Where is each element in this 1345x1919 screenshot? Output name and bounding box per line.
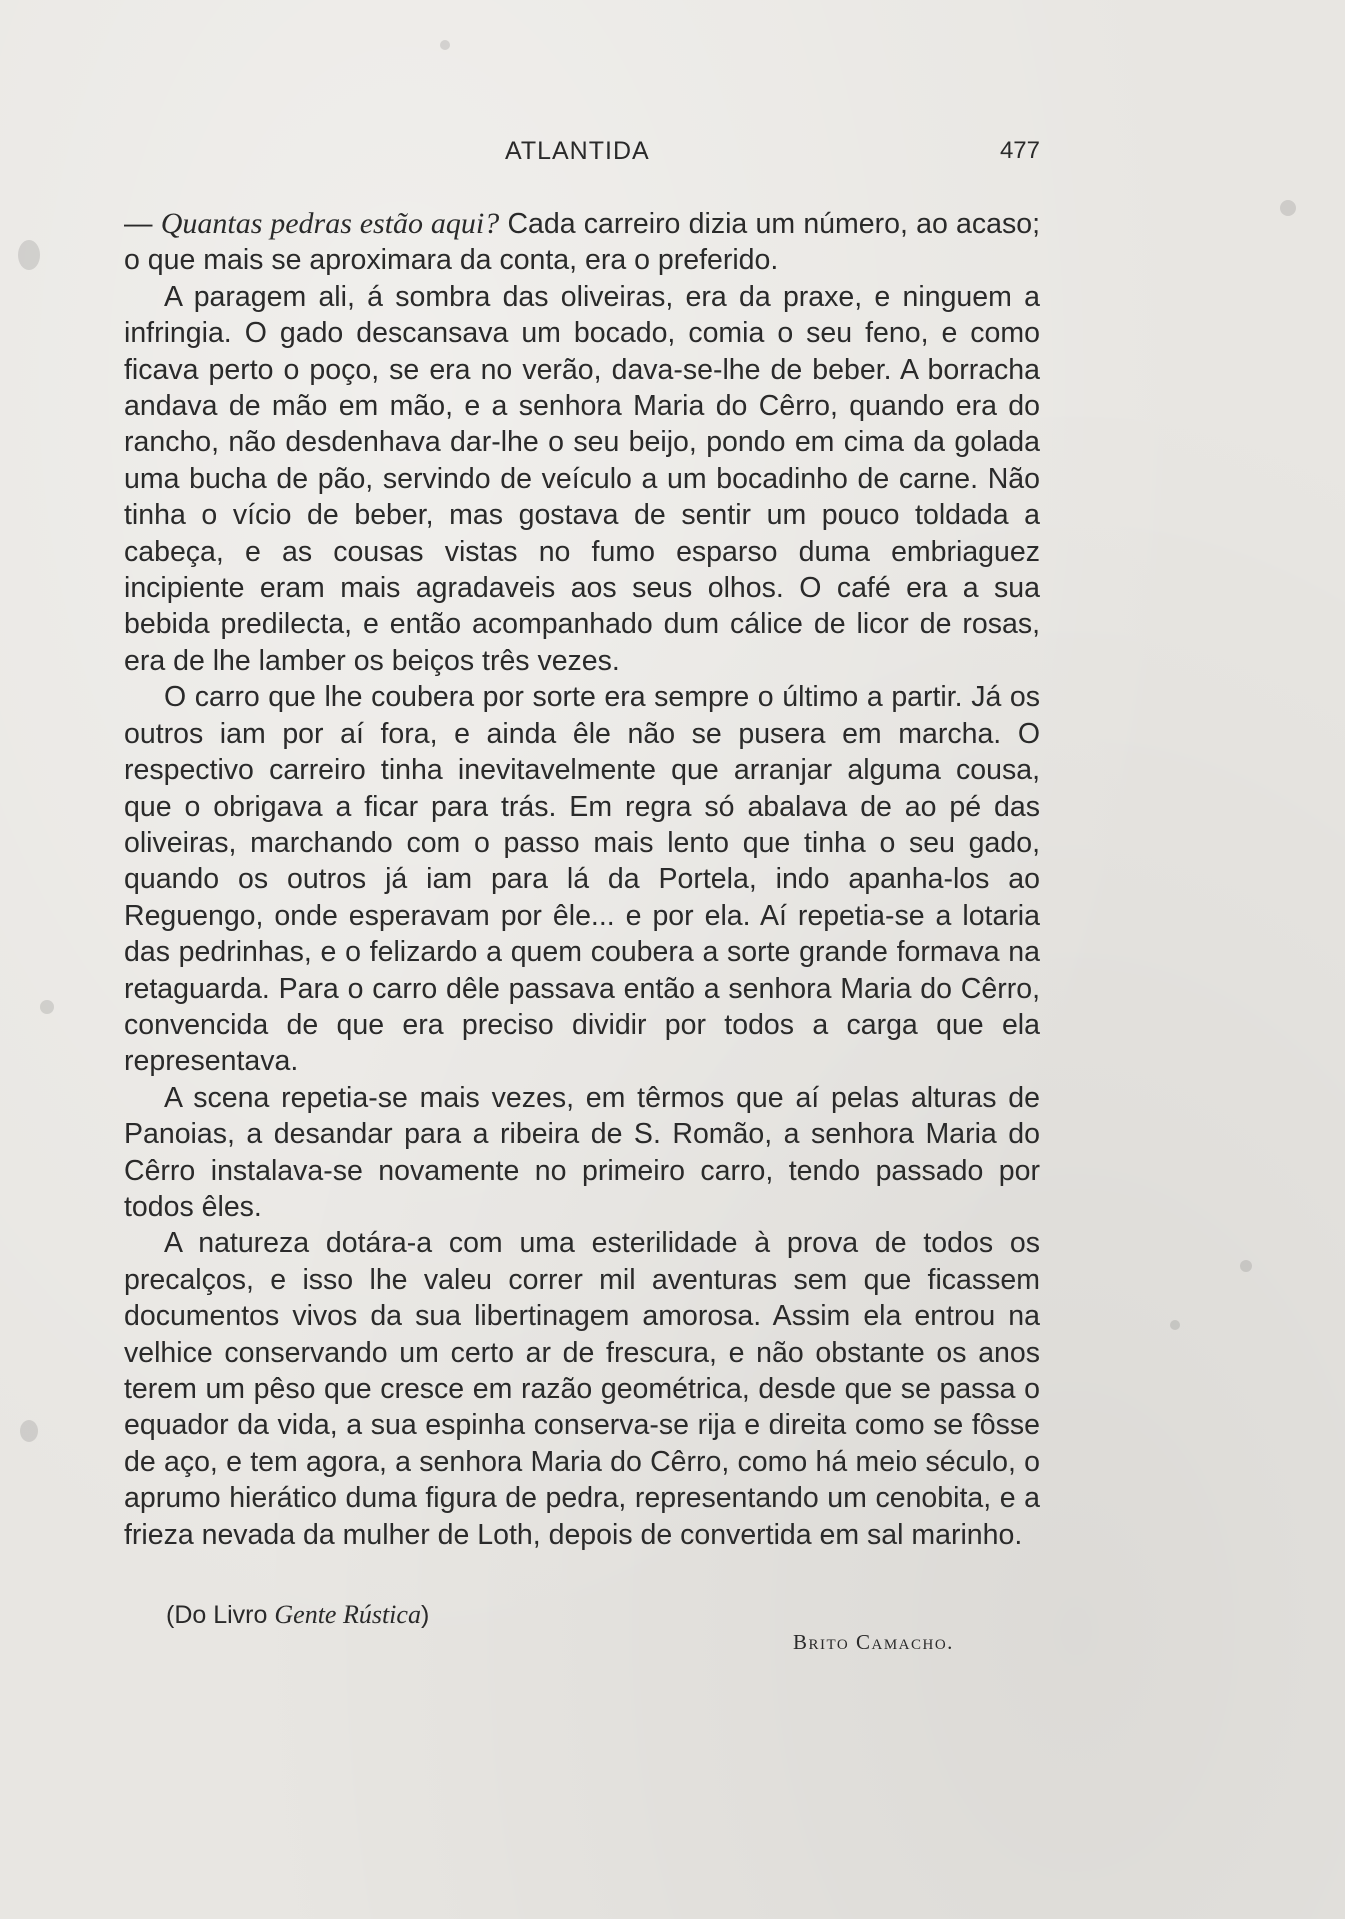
running-title: ATLANTIDA — [505, 137, 650, 165]
paragraph-1-rest: Cada carreiro dizia um número, ao acaso; o que mais se aproximara da conta, era o preferido. — [124, 208, 1041, 277]
paragraph-4: A scena repetia-se mais vezes, em têrmos que aí pelas alturas de Panoias, a desandar para a ribeira de S. Romão, a senhora Maria do Cêrro instalava-se novamente no primeiro carro, tendo passado por todos êles. — [124, 1081, 1040, 1223]
paper-stain — [440, 40, 450, 50]
author-signature: Brito Camacho. — [793, 1630, 954, 1654]
paper-stain — [1280, 200, 1296, 216]
source-open: (Do Livro — [166, 1601, 275, 1629]
paper-stain — [1240, 1260, 1252, 1272]
dialogue-question: Quantas pedras estão aqui? — [160, 207, 500, 240]
paragraph-2: A paragem ali, á sombra das oliveiras, era da praxe, e ninguem a infringia. O gado descansava um bocado, comia o seu feno, e como ficava perto o poço, se era no verão, dava-se-lhe de beber. A borracha andava de mão em mão, e a senhora Maria do Cêrro, quando era do rancho, não desdenhava dar-lhe o seu beijo, pondo em cima da golada uma bucha de pão, servindo de veículo a um bocadinho de carne. Não tinha o vício de beber, mas gostava de sentir um pouco toldada a cabeça, e as cousas vistas no fumo esparso duma embriaguez incipiente eram mais agradaveis aos seus olhos. O café era a sua bebida predilecta, e então acompanhado dum cálice de licor de rosas, era de lhe lamber os beiços três vezes. — [124, 280, 1040, 677]
page-header — [120, 137, 1040, 171]
paper-stain — [20, 1420, 38, 1442]
paragraph-3: O carro que lhe coubera por sorte era sempre o último a partir. Já os outros iam por aí fora, e ainda êle não se pusera em marcha. O respectivo carreiro tinha inevitavelmente que arranjar alguma cousa, que o obrigava a ficar para trás. Em regra só abalava de ao pé das oliveiras, marchando com o passo mais lento que tinha o seu gado, quando os outros já iam para lá da Portela, indo apanha-los ao Reguengo, onde esperavam por êle... e por ela. Aí repetia-se a lotaria das pedrinhas, e o felizardo a quem coubera a sorte grande formava na retaguarda. Para o carro dêle passava então a senhora Maria do Cêrro, convencida de que era preciso dividir por todos a carga que ela representava. — [124, 681, 1040, 1078]
paragraph-5: A natureza dotára-a com uma esterilidade à prova de todos os precalços, e isso lhe valeu correr mil aventuras sem que ficassem documentos vivos da sua libertinagem amorosa. Assim ela entrou na velhice conservando um certo ar de frescura, e não obstante os anos terem um pêso que cresce em razão geométrica, desde que se passa o equador da vida, a sua espinha conserva-se rija e direita como se fôsse de aço, e tem agora, a senhora Maria do Cêrro, como há meio século, o aprumo hierático duma figura de pedra, representando um cenobita, e a frieza nevada da mulher de Loth, depois de convertida em sal marinho. — [124, 1227, 1040, 1551]
paragraph-1 — [124, 206, 1040, 279]
source-close: ) — [420, 1601, 430, 1629]
dialogue-dash: — — [124, 208, 161, 240]
page-number: 477 — [999, 137, 1040, 164]
source-citation — [166, 1600, 429, 1630]
paper-stain — [18, 240, 40, 270]
paper-stain — [40, 1000, 54, 1014]
body-text — [124, 206, 1040, 1553]
paper-stain — [1170, 1320, 1180, 1330]
source-title: Gente Rústica — [274, 1600, 421, 1629]
